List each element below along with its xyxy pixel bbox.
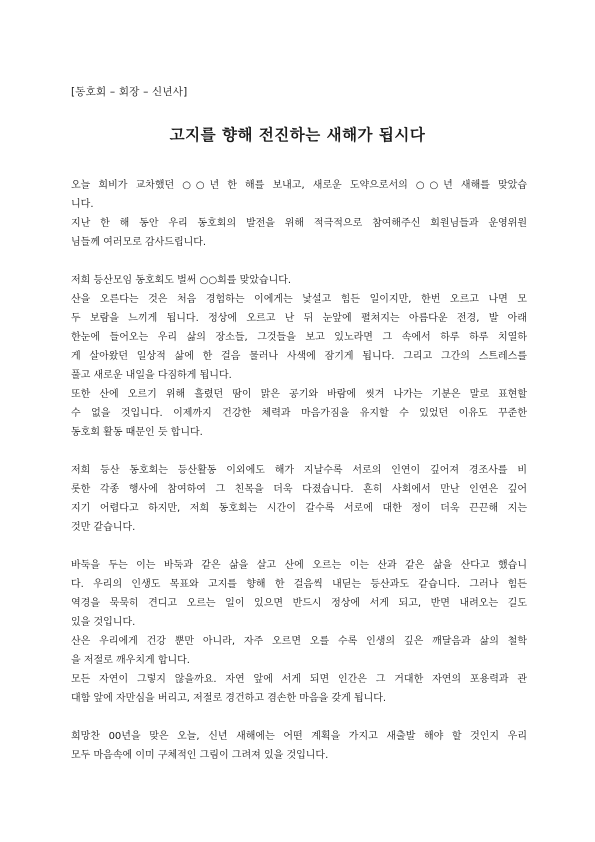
text-line: 대함 앞에 자만심을 버리고, 저절로 경건하고 겸손한 마음을 갖게 됩니다. xyxy=(71,693,387,704)
text-line: 모든 자연이 그렇지 않을까요. 자연 앞에 서게 되면 인간은 그 거대한 자연의 포용력과 관 xyxy=(71,674,527,685)
paragraph xyxy=(71,271,527,442)
text-line: 희망찬 00년을 맞은 오늘, 신년 새해에는 어떤 계획을 가지고 새출발 해야 할 것인지 우리 xyxy=(71,731,527,742)
text-line: 풀고 새로운 내일을 다짐하게 됩니다. xyxy=(71,370,232,381)
text-line: 한눈에 들어오는 우리 삶의 장소들, 그것들을 보고 있노라면 그 속에서 하루 하루 치열하 xyxy=(71,332,527,343)
text-line: 산을 오른다는 것은 처음 경험하는 이에게는 낯설고 힘든 일이지만, 한번 오르고 나면 모 xyxy=(71,294,527,305)
text-line: 것만 같습니다. xyxy=(71,522,136,533)
text-line: 지난 한 해 동안 우리 동호회의 발전을 위해 적극적으로 참여해주신 회원님들과 운영위원 xyxy=(71,218,527,229)
text-line: 있을 것입니다. xyxy=(71,617,136,628)
text-line: 또한 산에 오르기 위해 흘렸던 땀이 맑은 공기와 바람에 씻겨 나가는 기분은 말로 표현할 xyxy=(71,389,527,400)
text-line: 역경을 묵묵히 견디고 오르는 일이 있으면 반드시 정상에 서게 되고, 반면 내려오는 길도 xyxy=(71,598,527,609)
text-line: 다. 우리의 인생도 목표와 고지를 향해 한 걸음씩 내딛는 등산과도 같습니다. 그러나 힘든 xyxy=(71,579,527,590)
text-line: 게 살아왔던 일상적 삶에 한 걸음 물러나 사색에 잠기게 됩니다. 그리고 그간의 스트레스를 xyxy=(71,351,527,362)
text-line: 저희 등산모임 동호회도 벌써 ○○회를 맞았습니다. xyxy=(71,275,292,286)
text-line: 롯한 각종 행사에 참여하여 그 친목을 더욱 다졌습니다. 흔히 사회에서 만난 인연은 깊어 xyxy=(71,484,527,495)
document-body xyxy=(71,176,527,784)
text-line: 님들께 여러모로 감사드립니다. xyxy=(71,237,207,248)
text-line: 산은 우리에게 건강 뿐만 아니라, 자주 오르면 오를 수록 인생의 깊은 깨달음과 삶의 철학 xyxy=(71,636,527,647)
text-line: 오늘 희비가 교차했던 ○○년 한 해를 보내고, 새로운 도약으로서의 ○○년 새해를 맞았습 xyxy=(71,180,527,191)
paragraph xyxy=(71,176,527,252)
text-line: 지기 어렵다고 하지만, 저희 동호회는 시간이 갈수록 서로에 대한 정이 더욱 끈끈해 지는 xyxy=(71,503,527,514)
text-line: 동호회 활동 때문인 듯 합니다. xyxy=(71,427,203,438)
text-line: 을 저절로 깨우치게 합니다. xyxy=(71,655,190,666)
text-line: 두 보람을 느끼게 됩니다. 정상에 오르고 난 뒤 눈앞에 펼쳐지는 아름다운 전경, 발 아래 xyxy=(71,313,527,324)
text-line: 저희 등산 동호회는 등산활동 이외에도 해가 지날수록 서로의 인연이 깊어져 경조사를 비 xyxy=(71,465,527,476)
document-category-tag: [동호회 – 회장 – 신년사] xyxy=(71,86,188,98)
text-line: 니다. xyxy=(71,199,94,210)
paragraph xyxy=(71,461,527,537)
text-line: 바둑을 두는 이는 바둑과 같은 삶을 살고 산에 오르는 이는 산과 같은 삶을 산다고 했습니 xyxy=(71,560,527,571)
text-line: 모두 마음속에 이미 구체적인 그림이 그려져 있을 것입니다. xyxy=(71,750,329,761)
document-title: 고지를 향해 전진하는 새해가 됩시다 xyxy=(169,126,426,144)
text-line: 수 없을 것입니다. 이제까지 건강한 체력과 마음가짐을 유지할 수 있었던 이유도 꾸준한 xyxy=(71,408,527,419)
paragraph xyxy=(71,556,527,708)
paragraph xyxy=(71,727,527,765)
